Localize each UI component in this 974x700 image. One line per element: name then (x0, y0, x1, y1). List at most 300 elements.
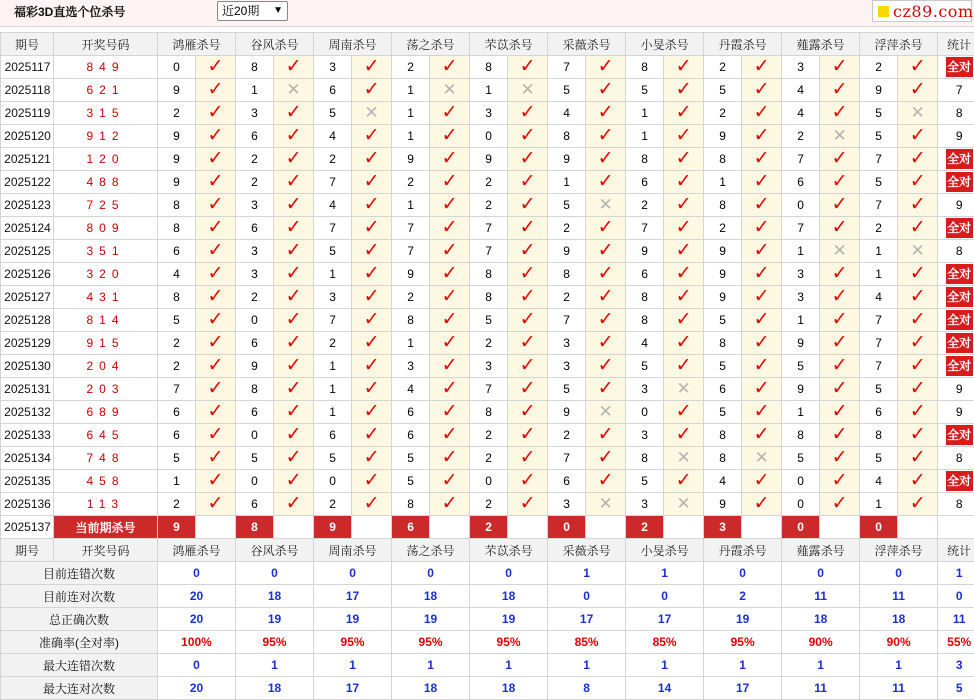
result-cell (820, 79, 860, 102)
row-total-value: 9 (956, 405, 963, 419)
table-row (1, 102, 974, 125)
result-cell (586, 171, 626, 194)
kill-number: 9 (626, 240, 664, 263)
col-header-expert[interactable]: 谷风杀号 (236, 33, 314, 56)
stat-value: 1 (626, 562, 704, 585)
kill-number: 3 (314, 56, 352, 79)
check-icon: ✓ (910, 493, 926, 514)
result-cell (820, 424, 860, 447)
period-range-value: 近20期 (222, 4, 259, 18)
winning-number: 809 (54, 217, 158, 240)
empty-cell (742, 516, 782, 539)
result-cell (820, 493, 860, 516)
kill-number: 9 (704, 240, 742, 263)
result-cell (820, 355, 860, 378)
kill-number: 3 (236, 263, 274, 286)
result-cell (430, 493, 470, 516)
kill-number: 2 (548, 286, 586, 309)
result-cell (664, 401, 704, 424)
check-icon: ✓ (442, 378, 458, 399)
result-cell (508, 286, 548, 309)
check-icon: ✓ (208, 240, 224, 261)
kill-number: 5 (392, 447, 430, 470)
col-header-expert[interactable]: 周南杀号 (314, 539, 392, 562)
check-icon: ✓ (598, 286, 614, 307)
kill-number: 0 (782, 493, 820, 516)
check-icon: ✓ (598, 79, 614, 100)
check-icon: ✓ (676, 56, 692, 77)
result-cell (196, 424, 236, 447)
check-icon: ✓ (364, 148, 380, 169)
col-header-expert[interactable]: 浮萍杀号 (860, 33, 938, 56)
check-icon: ✓ (598, 125, 614, 146)
row-total-value: 9 (956, 198, 963, 212)
col-header-expert[interactable]: 芣苡杀号 (470, 33, 548, 56)
check-icon: ✓ (286, 148, 302, 169)
winning-number: 912 (54, 125, 158, 148)
kill-number: 4 (548, 102, 586, 125)
col-header-total: 统计 (938, 539, 974, 562)
kill-number: 1 (626, 125, 664, 148)
result-cell (430, 171, 470, 194)
kill-number: 2 (704, 56, 742, 79)
stat-value: 11 (860, 585, 938, 608)
col-header-expert[interactable]: 丹霞杀号 (704, 33, 782, 56)
result-cell (898, 125, 938, 148)
kill-number: 6 (236, 401, 274, 424)
kill-number: 7 (470, 240, 508, 263)
kill-number: 0 (470, 470, 508, 493)
stat-value: 1 (626, 654, 704, 677)
issue-number: 2025129 (1, 332, 54, 355)
result-cell (586, 286, 626, 309)
result-cell (274, 171, 314, 194)
stat-value: 95% (314, 631, 392, 654)
kill-number: 0 (314, 470, 352, 493)
current-kill-number: 9 (314, 516, 352, 539)
kill-number: 9 (704, 286, 742, 309)
kill-number: 5 (704, 79, 742, 102)
check-icon: ✓ (520, 470, 536, 491)
result-cell (820, 171, 860, 194)
kill-number: 2 (470, 332, 508, 355)
check-icon: ✓ (442, 447, 458, 468)
col-header-expert[interactable]: 小旻杀号 (626, 33, 704, 56)
stat-value: 90% (782, 631, 860, 654)
stat-value: 1 (860, 654, 938, 677)
stat-value: 17 (314, 677, 392, 700)
check-icon: ✓ (910, 470, 926, 491)
stat-value: 95% (470, 631, 548, 654)
all-correct-badge: 全对 (946, 172, 973, 192)
check-icon: ✓ (364, 447, 380, 468)
check-icon: ✓ (598, 102, 614, 123)
kill-number: 1 (860, 493, 898, 516)
check-icon: ✓ (208, 401, 224, 422)
kill-number: 9 (782, 378, 820, 401)
check-icon: ✓ (754, 401, 770, 422)
result-cell (274, 332, 314, 355)
row-total-value: 8 (956, 497, 963, 511)
result-cell (820, 56, 860, 79)
check-icon: ✓ (910, 286, 926, 307)
kill-number: 8 (626, 56, 664, 79)
kill-number: 3 (782, 286, 820, 309)
winning-number: 621 (54, 79, 158, 102)
result-cell (664, 378, 704, 401)
result-cell (586, 148, 626, 171)
row-total (938, 309, 974, 332)
result-cell (352, 309, 392, 332)
result-cell (820, 194, 860, 217)
result-cell (430, 332, 470, 355)
kill-number: 8 (158, 194, 196, 217)
kill-number: 8 (626, 447, 664, 470)
check-icon: ✓ (208, 470, 224, 491)
check-icon: ✓ (598, 378, 614, 399)
kill-number: 1 (236, 79, 274, 102)
col-header-expert[interactable]: 荡之杀号 (392, 33, 470, 56)
result-cell (274, 56, 314, 79)
kill-number: 3 (392, 355, 430, 378)
winning-number: 458 (54, 470, 158, 493)
row-total (938, 148, 974, 171)
check-icon: ✓ (676, 148, 692, 169)
result-cell (430, 240, 470, 263)
issue-number: 2025135 (1, 470, 54, 493)
row-total-value: 7 (956, 83, 963, 97)
row-total-value: 9 (956, 382, 963, 396)
cross-icon: ✕ (833, 241, 847, 260)
kill-number: 5 (860, 447, 898, 470)
check-icon: ✓ (832, 493, 848, 514)
kill-number: 1 (704, 171, 742, 194)
table-row (1, 378, 974, 401)
result-cell (274, 263, 314, 286)
col-header-expert[interactable]: 谷风杀号 (236, 539, 314, 562)
kill-number: 6 (236, 125, 274, 148)
check-icon: ✓ (208, 194, 224, 215)
check-icon: ✓ (208, 263, 224, 284)
result-cell (898, 332, 938, 355)
result-cell (196, 102, 236, 125)
kill-number: 9 (236, 355, 274, 378)
result-cell (586, 493, 626, 516)
kill-number: 2 (158, 332, 196, 355)
check-icon: ✓ (832, 194, 848, 215)
issue-number: 2025120 (1, 125, 54, 148)
all-correct-badge: 全对 (946, 310, 973, 330)
empty-cell (274, 516, 314, 539)
check-icon: ✓ (754, 240, 770, 261)
stat-value: 1 (782, 654, 860, 677)
check-icon: ✓ (598, 148, 614, 169)
result-cell (898, 240, 938, 263)
table-row (1, 125, 974, 148)
result-cell (586, 56, 626, 79)
stat-total: 11 (938, 608, 974, 631)
check-icon: ✓ (364, 378, 380, 399)
result-cell (196, 148, 236, 171)
issue-number: 2025117 (1, 56, 54, 79)
winning-number: 120 (54, 148, 158, 171)
stat-value: 0 (470, 562, 548, 585)
check-icon: ✓ (910, 355, 926, 376)
issue-number: 2025123 (1, 194, 54, 217)
kill-number: 7 (782, 217, 820, 240)
col-header-expert[interactable]: 周南杀号 (314, 33, 392, 56)
result-cell (274, 148, 314, 171)
check-icon: ✓ (208, 56, 224, 77)
kill-number: 9 (158, 171, 196, 194)
col-header-expert[interactable]: 鸿雁杀号 (158, 539, 236, 562)
check-icon: ✓ (442, 194, 458, 215)
kill-number: 8 (704, 447, 742, 470)
kill-number: 4 (782, 79, 820, 102)
stat-value: 19 (314, 608, 392, 631)
kill-number: 6 (236, 332, 274, 355)
check-icon: ✓ (286, 263, 302, 284)
col-header-expert[interactable]: 浮萍杀号 (860, 539, 938, 562)
kill-number: 0 (236, 424, 274, 447)
kill-number: 8 (470, 286, 508, 309)
col-header-winning: 开奖号码 (54, 33, 158, 56)
kill-number: 0 (236, 470, 274, 493)
kill-number: 5 (782, 355, 820, 378)
check-icon: ✓ (676, 355, 692, 376)
check-icon: ✓ (520, 424, 536, 445)
col-header-expert[interactable]: 丹霞杀号 (704, 539, 782, 562)
check-icon: ✓ (910, 148, 926, 169)
check-icon: ✓ (442, 309, 458, 330)
result-cell (508, 79, 548, 102)
col-header-expert[interactable]: 采薇杀号 (548, 539, 626, 562)
check-icon: ✓ (754, 171, 770, 192)
issue-number: 2025121 (1, 148, 54, 171)
check-icon: ✓ (598, 424, 614, 445)
stat-value: 20 (158, 585, 236, 608)
kill-number: 2 (704, 102, 742, 125)
stat-value: 17 (314, 585, 392, 608)
check-icon: ✓ (286, 217, 302, 238)
kill-number: 4 (392, 378, 430, 401)
col-header-expert[interactable]: 小旻杀号 (626, 539, 704, 562)
stat-label: 目前连错次数 (1, 562, 158, 585)
table-row (1, 309, 974, 332)
result-cell (508, 56, 548, 79)
result-cell (508, 378, 548, 401)
check-icon: ✓ (364, 79, 380, 100)
check-icon: ✓ (832, 401, 848, 422)
kill-number: 4 (860, 286, 898, 309)
kill-number: 6 (626, 171, 664, 194)
issue-number: 2025126 (1, 263, 54, 286)
kill-number: 3 (626, 493, 664, 516)
kill-number: 2 (470, 194, 508, 217)
check-icon: ✓ (286, 470, 302, 491)
kill-number: 2 (470, 447, 508, 470)
result-cell (742, 286, 782, 309)
logo-text: cz89.com (893, 1, 974, 22)
result-cell (352, 263, 392, 286)
kill-number: 6 (704, 378, 742, 401)
winning-number: 725 (54, 194, 158, 217)
check-icon: ✓ (676, 194, 692, 215)
kill-number: 2 (314, 332, 352, 355)
stat-total: 0 (938, 585, 974, 608)
winning-number: 431 (54, 286, 158, 309)
kill-number: 2 (236, 171, 274, 194)
header-row (1, 33, 974, 56)
result-cell (586, 470, 626, 493)
result-cell (430, 102, 470, 125)
row-total (938, 171, 974, 194)
current-kill-number: 2 (470, 516, 508, 539)
chevron-down-icon: ▼ (273, 2, 283, 20)
kill-number: 8 (704, 194, 742, 217)
kill-number: 7 (158, 378, 196, 401)
kill-number: 9 (392, 148, 430, 171)
check-icon: ✓ (442, 286, 458, 307)
winning-number: 915 (54, 332, 158, 355)
result-cell (508, 125, 548, 148)
result-cell (352, 401, 392, 424)
kill-number: 7 (314, 171, 352, 194)
issue-number: 2025130 (1, 355, 54, 378)
check-icon: ✓ (598, 240, 614, 261)
col-header-expert[interactable]: 薤露杀号 (782, 33, 860, 56)
kill-number: 5 (158, 309, 196, 332)
result-cell (196, 263, 236, 286)
stat-value: 1 (314, 654, 392, 677)
winning-number: 351 (54, 240, 158, 263)
check-icon: ✓ (442, 217, 458, 238)
check-icon: ✓ (910, 447, 926, 468)
row-total-value: 8 (956, 451, 963, 465)
kill-number: 7 (548, 447, 586, 470)
result-cell (274, 401, 314, 424)
kill-number: 6 (158, 401, 196, 424)
col-header-expert[interactable]: 薤露杀号 (782, 539, 860, 562)
check-icon: ✓ (364, 56, 380, 77)
check-icon: ✓ (442, 470, 458, 491)
all-correct-badge: 全对 (946, 264, 973, 284)
table-row (1, 470, 974, 493)
stat-value: 18 (860, 608, 938, 631)
check-icon: ✓ (286, 240, 302, 261)
kill-number: 8 (548, 125, 586, 148)
check-icon: ✓ (676, 332, 692, 353)
check-icon: ✓ (676, 401, 692, 422)
check-icon: ✓ (286, 332, 302, 353)
result-cell (508, 171, 548, 194)
result-cell (898, 56, 938, 79)
check-icon: ✓ (208, 378, 224, 399)
kill-number: 5 (548, 194, 586, 217)
stat-value: 14 (626, 677, 704, 700)
result-cell (664, 125, 704, 148)
check-icon: ✓ (676, 424, 692, 445)
check-icon: ✓ (520, 56, 536, 77)
check-icon: ✓ (598, 171, 614, 192)
result-cell (196, 447, 236, 470)
result-cell (898, 401, 938, 424)
row-total (938, 217, 974, 240)
kill-number: 3 (314, 286, 352, 309)
check-icon: ✓ (832, 286, 848, 307)
result-cell (352, 194, 392, 217)
check-icon: ✓ (520, 240, 536, 261)
kill-number: 7 (314, 217, 352, 240)
stat-value: 18 (470, 585, 548, 608)
check-icon: ✓ (676, 470, 692, 491)
kill-number: 3 (236, 240, 274, 263)
stat-total: 5 (938, 677, 974, 700)
issue-number: 2025118 (1, 79, 54, 102)
result-cell (742, 148, 782, 171)
period-range-select[interactable] (217, 1, 288, 21)
col-header-expert[interactable]: 鸿雁杀号 (158, 33, 236, 56)
kill-number: 9 (548, 240, 586, 263)
all-correct-badge: 全对 (946, 333, 973, 353)
col-header-expert[interactable]: 荡之杀号 (392, 539, 470, 562)
kill-number: 5 (158, 447, 196, 470)
result-cell (196, 194, 236, 217)
stat-value: 95% (704, 631, 782, 654)
result-cell (664, 447, 704, 470)
result-cell (508, 102, 548, 125)
result-cell (352, 424, 392, 447)
stat-value: 17 (704, 677, 782, 700)
col-header-expert[interactable]: 芣苡杀号 (470, 539, 548, 562)
kill-number: 9 (704, 125, 742, 148)
check-icon: ✓ (286, 194, 302, 215)
result-cell (664, 355, 704, 378)
check-icon: ✓ (910, 378, 926, 399)
result-cell (898, 470, 938, 493)
stat-value: 0 (782, 562, 860, 585)
stat-label: 目前连对次数 (1, 585, 158, 608)
kill-number: 9 (860, 79, 898, 102)
check-icon: ✓ (286, 102, 302, 123)
result-cell (820, 332, 860, 355)
result-cell (430, 470, 470, 493)
site-logo[interactable] (872, 0, 972, 22)
stat-value: 100% (158, 631, 236, 654)
kill-number: 1 (314, 355, 352, 378)
issue-number: 2025119 (1, 102, 54, 125)
kill-number: 5 (548, 378, 586, 401)
check-icon: ✓ (364, 332, 380, 353)
check-icon: ✓ (754, 125, 770, 146)
issue-number: 2025137 (1, 516, 54, 539)
check-icon: ✓ (832, 263, 848, 284)
result-cell (898, 286, 938, 309)
stat-value: 85% (626, 631, 704, 654)
stat-value: 0 (158, 562, 236, 585)
col-header-expert[interactable]: 采薇杀号 (548, 33, 626, 56)
row-total (938, 56, 974, 79)
result-cell (274, 493, 314, 516)
check-icon: ✓ (208, 424, 224, 445)
kill-number: 3 (626, 378, 664, 401)
kill-number: 8 (704, 424, 742, 447)
result-cell (820, 470, 860, 493)
result-cell (664, 493, 704, 516)
result-cell (430, 217, 470, 240)
result-cell (742, 447, 782, 470)
kill-number: 7 (548, 309, 586, 332)
